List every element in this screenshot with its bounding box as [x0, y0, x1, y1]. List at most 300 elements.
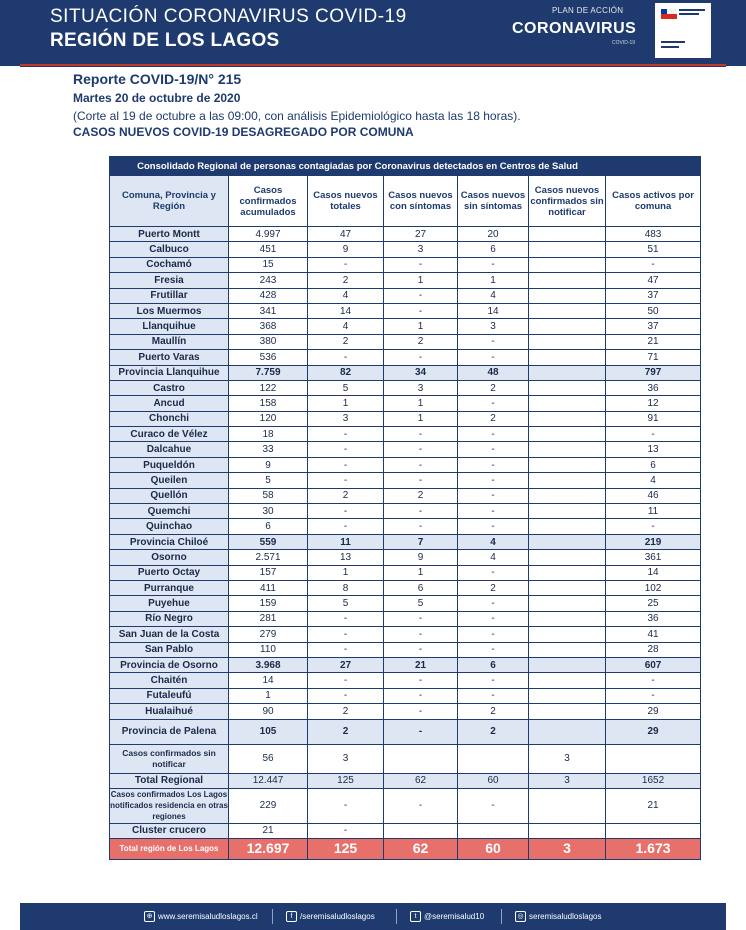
value-cell: - [384, 473, 458, 488]
value-cell: 4 [308, 319, 384, 334]
value-cell: - [308, 688, 384, 703]
value-cell: 13 [308, 550, 384, 565]
value-cell [606, 823, 701, 838]
comuna-cell: Chaitén [110, 673, 229, 688]
value-cell [529, 550, 606, 565]
table-row [110, 365, 701, 380]
web-icon: ⊕ [144, 911, 155, 922]
comuna-cell: Fresia [110, 273, 229, 288]
value-cell: 120 [229, 411, 308, 426]
value-cell: - [384, 627, 458, 642]
value-cell: 58 [229, 488, 308, 503]
value-cell [529, 396, 606, 411]
value-cell: 3 [308, 744, 384, 773]
table-banner-row [110, 157, 701, 176]
value-cell: 1 [384, 565, 458, 580]
report-date: Martes 20 de octubre de 2020 [73, 91, 241, 105]
value-cell: 29 [606, 719, 701, 744]
value-cell [529, 319, 606, 334]
value-cell: - [308, 350, 384, 365]
value-cell [529, 519, 606, 534]
value-cell: - [384, 788, 458, 823]
comuna-cell: Total Regional [110, 773, 229, 788]
value-cell [529, 688, 606, 703]
value-cell: 20 [458, 227, 529, 242]
column-header: Casos nuevos confirmados sin notificar [529, 176, 606, 227]
table-row [110, 442, 701, 457]
table-row [110, 303, 701, 318]
value-cell: 483 [606, 227, 701, 242]
brand-sub-label: COVID-19 [612, 40, 636, 46]
comuna-cell: Futaleufú [110, 688, 229, 703]
value-cell: 12.697 [229, 838, 308, 859]
table-row [110, 719, 701, 744]
table-row [110, 788, 701, 823]
header-title-line2: REGIÓN DE LOS LAGOS [50, 30, 280, 51]
value-cell: 60 [458, 838, 529, 859]
value-cell [529, 642, 606, 657]
table-row [110, 380, 701, 395]
value-cell: 157 [229, 565, 308, 580]
value-cell: 27 [384, 227, 458, 242]
comuna-cell: Puerto Montt [110, 227, 229, 242]
value-cell: 1 [308, 565, 384, 580]
value-cell [529, 673, 606, 688]
value-cell: 3 [458, 319, 529, 334]
value-cell: 71 [606, 350, 701, 365]
value-cell: - [308, 442, 384, 457]
value-cell: - [308, 257, 384, 272]
comuna-cell: Curaco de Vélez [110, 427, 229, 442]
value-cell: 91 [606, 411, 701, 426]
value-cell: 3 [529, 773, 606, 788]
value-cell: - [308, 504, 384, 519]
value-cell: - [458, 565, 529, 580]
value-cell: 11 [308, 534, 384, 549]
value-cell: 122 [229, 380, 308, 395]
plan-label: PLAN DE ACCIÓN [552, 6, 624, 15]
value-cell: 159 [229, 596, 308, 611]
value-cell: 82 [308, 365, 384, 380]
value-cell: 6 [229, 519, 308, 534]
value-cell: 21 [229, 823, 308, 838]
header-title-line1: SITUACIÓN CORONAVIRUS COVID-19 [50, 6, 407, 27]
value-cell: - [308, 611, 384, 626]
value-cell: 361 [606, 550, 701, 565]
value-cell: 5 [308, 380, 384, 395]
value-cell: - [458, 442, 529, 457]
value-cell: 110 [229, 642, 308, 657]
value-cell: 2 [308, 719, 384, 744]
government-logo [655, 3, 711, 58]
value-cell: 3 [384, 242, 458, 257]
value-cell: 13 [606, 442, 701, 457]
value-cell [529, 334, 606, 349]
value-cell: 2.571 [229, 550, 308, 565]
table-row [110, 457, 701, 472]
table-row [110, 350, 701, 365]
value-cell: 797 [606, 365, 701, 380]
comuna-cell: Puerto Octay [110, 565, 229, 580]
value-cell [529, 227, 606, 242]
value-cell: 1 [458, 273, 529, 288]
comuna-cell: Cochamó [110, 257, 229, 272]
value-cell [529, 288, 606, 303]
value-cell: 36 [606, 380, 701, 395]
footer-twitter[interactable]: t @seremisalud10 [410, 911, 484, 922]
comuna-cell: Provincia de Osorno [110, 657, 229, 672]
report-title: Reporte COVID-19/N° 215 [73, 71, 242, 87]
value-cell: - [606, 519, 701, 534]
value-cell: 18 [229, 427, 308, 442]
value-cell: 3 [308, 411, 384, 426]
value-cell: 14 [229, 673, 308, 688]
cases-table [109, 156, 701, 860]
value-cell: 3.968 [229, 657, 308, 672]
value-cell [529, 442, 606, 457]
value-cell: - [458, 396, 529, 411]
value-cell [529, 596, 606, 611]
report-heading [73, 71, 521, 141]
value-cell: - [308, 627, 384, 642]
value-cell: - [606, 427, 701, 442]
comuna-cell: Puerto Varas [110, 350, 229, 365]
value-cell: 158 [229, 396, 308, 411]
value-cell: 229 [229, 788, 308, 823]
table-row [110, 744, 701, 773]
value-cell: - [384, 519, 458, 534]
value-cell: - [458, 504, 529, 519]
value-cell: - [458, 488, 529, 503]
value-cell: - [384, 611, 458, 626]
comuna-cell: Casos confirmados Los Lagos notificados residencia en otras regiones [110, 790, 228, 821]
value-cell [529, 627, 606, 642]
value-cell: - [308, 473, 384, 488]
comuna-cell: Los Muermos [110, 303, 229, 318]
table-row [110, 688, 701, 703]
value-cell: - [308, 519, 384, 534]
value-cell: 51 [606, 242, 701, 257]
value-cell: 368 [229, 319, 308, 334]
table-row [110, 288, 701, 303]
value-cell: 62 [384, 773, 458, 788]
comuna-cell: Maullín [110, 334, 229, 349]
value-cell: 607 [606, 657, 701, 672]
instagram-icon: ◎ [515, 911, 526, 922]
value-cell: 428 [229, 288, 308, 303]
value-cell: 28 [606, 642, 701, 657]
facebook-icon: f [286, 911, 297, 922]
value-cell [529, 719, 606, 744]
table-row [110, 657, 701, 672]
value-cell [384, 823, 458, 838]
table-row [110, 273, 701, 288]
value-cell [529, 273, 606, 288]
value-cell: 1 [308, 396, 384, 411]
value-cell: 60 [458, 773, 529, 788]
value-cell: 380 [229, 334, 308, 349]
value-cell: - [458, 350, 529, 365]
value-cell: - [384, 350, 458, 365]
value-cell: 34 [384, 365, 458, 380]
value-cell: - [384, 427, 458, 442]
value-cell: 47 [308, 227, 384, 242]
comuna-cell: Quinchao [110, 519, 229, 534]
value-cell: 5 [229, 473, 308, 488]
table-row [110, 411, 701, 426]
table-header-row [110, 176, 701, 227]
value-cell: - [458, 427, 529, 442]
value-cell: - [384, 457, 458, 472]
value-cell: 15 [229, 257, 308, 272]
value-cell: 4 [458, 550, 529, 565]
value-cell: - [458, 642, 529, 657]
value-cell: 1 [384, 411, 458, 426]
comuna-cell: Osorno [110, 550, 229, 565]
value-cell: 3 [384, 380, 458, 395]
value-cell: 6 [384, 580, 458, 595]
comuna-cell: Castro [110, 380, 229, 395]
footer-bar [20, 903, 726, 930]
value-cell: 4 [606, 473, 701, 488]
comuna-cell: Ancud [110, 396, 229, 411]
table-row [110, 396, 701, 411]
value-cell: 33 [229, 442, 308, 457]
table-row [110, 627, 701, 642]
value-cell: - [458, 334, 529, 349]
comuna-cell: Provincia Chiloé [110, 534, 229, 549]
value-cell: 62 [384, 838, 458, 859]
value-cell: 56 [229, 744, 308, 773]
value-cell: - [606, 688, 701, 703]
value-cell: 1 [229, 688, 308, 703]
comuna-cell: Quemchi [110, 504, 229, 519]
value-cell: 14 [606, 565, 701, 580]
chile-flag-icon [661, 9, 677, 19]
column-header: Casos confirmados acumulados [229, 176, 308, 227]
value-cell: - [308, 642, 384, 657]
comuna-cell: Cluster crucero [110, 823, 229, 838]
table-row [110, 242, 701, 257]
value-cell: 14 [308, 303, 384, 318]
comuna-cell: Llanquihue [110, 319, 229, 334]
value-cell: - [308, 673, 384, 688]
value-cell: 2 [458, 580, 529, 595]
column-header: Casos nuevos sin síntomas [458, 176, 529, 227]
table-row [110, 565, 701, 580]
table-banner: Consolidado Regional de personas contagiadas por Coronavirus detectados en Centros de Salud [110, 157, 606, 176]
value-cell: - [458, 611, 529, 626]
value-cell: 50 [606, 303, 701, 318]
value-cell: 102 [606, 580, 701, 595]
value-cell: 12 [606, 396, 701, 411]
value-cell: 2 [384, 488, 458, 503]
value-cell: - [308, 427, 384, 442]
value-cell: - [458, 788, 529, 823]
value-cell: - [384, 442, 458, 457]
value-cell: 5 [308, 596, 384, 611]
table-row [110, 488, 701, 503]
header-banner [0, 0, 746, 66]
value-cell: - [308, 788, 384, 823]
value-cell: - [606, 257, 701, 272]
value-cell: 48 [458, 365, 529, 380]
value-cell: 6 [458, 657, 529, 672]
value-cell: - [458, 627, 529, 642]
value-cell: - [458, 457, 529, 472]
table-row [110, 334, 701, 349]
table-row [110, 838, 701, 859]
value-cell: - [384, 719, 458, 744]
comuna-cell: Hualaihué [110, 704, 229, 719]
value-cell: 279 [229, 627, 308, 642]
table-row [110, 427, 701, 442]
value-cell [529, 365, 606, 380]
value-cell: 341 [229, 303, 308, 318]
value-cell: - [308, 823, 384, 838]
value-cell [458, 744, 529, 773]
value-cell: 14 [458, 303, 529, 318]
report-note: (Corte al 19 de octubre a las 09:00, con análisis Epidemiológico hasta las 18 horas). [73, 109, 521, 123]
value-cell [529, 565, 606, 580]
table-row [110, 580, 701, 595]
value-cell [529, 823, 606, 838]
value-cell: 219 [606, 534, 701, 549]
value-cell: 2 [458, 411, 529, 426]
table-row [110, 473, 701, 488]
value-cell [529, 504, 606, 519]
footer-instagram[interactable]: ◎ seremisaludloslagos [515, 911, 601, 922]
value-cell: 3 [529, 744, 606, 773]
value-cell: - [458, 473, 529, 488]
value-cell [529, 704, 606, 719]
value-cell: 9 [384, 550, 458, 565]
comuna-cell: Provincia de Palena [110, 719, 229, 744]
comuna-cell: Casos confirmados sin notificar [110, 744, 229, 773]
comuna-cell: Provincia Llanquihue [110, 365, 229, 380]
value-cell: 6 [606, 457, 701, 472]
value-cell: 2 [458, 704, 529, 719]
brand-label: CORONAVIRUS [512, 20, 637, 37]
value-cell: 4 [458, 288, 529, 303]
value-cell: 12.447 [229, 773, 308, 788]
table-row [110, 504, 701, 519]
value-cell [529, 611, 606, 626]
value-cell: 27 [308, 657, 384, 672]
twitter-icon: t [410, 911, 421, 922]
value-cell: - [384, 673, 458, 688]
value-cell [529, 257, 606, 272]
footer-facebook[interactable]: f /seremisaludloslagos [286, 911, 375, 922]
value-cell: 37 [606, 319, 701, 334]
column-header: Comuna, Provincia y Región [110, 176, 229, 227]
value-cell: 1.673 [606, 838, 701, 859]
table-row [110, 704, 701, 719]
value-cell [529, 303, 606, 318]
value-cell: 21 [606, 334, 701, 349]
value-cell: 6 [458, 242, 529, 257]
value-cell [529, 350, 606, 365]
value-cell: 1652 [606, 773, 701, 788]
value-cell: 559 [229, 534, 308, 549]
value-cell: - [458, 519, 529, 534]
value-cell: 2 [458, 380, 529, 395]
value-cell [529, 488, 606, 503]
value-cell [529, 657, 606, 672]
table-row [110, 257, 701, 272]
value-cell: 37 [606, 288, 701, 303]
value-cell [529, 242, 606, 257]
value-cell: - [384, 704, 458, 719]
value-cell: 25 [606, 596, 701, 611]
value-cell: 36 [606, 611, 701, 626]
value-cell: 2 [308, 273, 384, 288]
table-row [110, 596, 701, 611]
value-cell: 8 [308, 580, 384, 595]
comuna-cell: Purranque [110, 580, 229, 595]
value-cell: 1 [384, 396, 458, 411]
comuna-cell: Total región de Los Lagos [110, 838, 229, 859]
value-cell [529, 788, 606, 823]
value-cell: 9 [308, 242, 384, 257]
table-row [110, 642, 701, 657]
value-cell: 451 [229, 242, 308, 257]
comuna-cell: Río Negro [110, 611, 229, 626]
value-cell [529, 411, 606, 426]
value-cell: 536 [229, 350, 308, 365]
value-cell: 4.997 [229, 227, 308, 242]
value-cell [384, 744, 458, 773]
value-cell: 29 [606, 704, 701, 719]
value-cell [529, 380, 606, 395]
value-cell: 243 [229, 273, 308, 288]
table-row [110, 227, 701, 242]
table-row [110, 823, 701, 838]
value-cell: 2 [458, 719, 529, 744]
value-cell [606, 744, 701, 773]
value-cell: - [384, 288, 458, 303]
value-cell: 2 [384, 334, 458, 349]
comuna-cell: Dalcahue [110, 442, 229, 457]
column-header: Casos activos por comuna [606, 176, 701, 227]
value-cell: 47 [606, 273, 701, 288]
value-cell [529, 457, 606, 472]
value-cell: 2 [308, 334, 384, 349]
value-cell: 411 [229, 580, 308, 595]
value-cell: - [458, 257, 529, 272]
value-cell: 1 [384, 319, 458, 334]
value-cell: 2 [308, 704, 384, 719]
value-cell: 11 [606, 504, 701, 519]
value-cell: 30 [229, 504, 308, 519]
value-cell: 21 [606, 788, 701, 823]
table-row [110, 773, 701, 788]
report-subtitle: CASOS NUEVOS COVID-19 DESAGREGADO POR COMUNA [73, 125, 414, 139]
value-cell: - [384, 688, 458, 703]
table-row [110, 534, 701, 549]
table-row [110, 319, 701, 334]
value-cell: 9 [229, 457, 308, 472]
column-header: Casos nuevos con síntomas [384, 176, 458, 227]
footer-web[interactable]: ⊕ www.seremisaludloslagos.cl [144, 911, 258, 922]
comuna-cell: Puqueldón [110, 457, 229, 472]
comuna-cell: Frutillar [110, 288, 229, 303]
table-row [110, 673, 701, 688]
value-cell: 46 [606, 488, 701, 503]
value-cell [529, 580, 606, 595]
value-cell: 125 [308, 773, 384, 788]
comuna-cell: Chonchi [110, 411, 229, 426]
